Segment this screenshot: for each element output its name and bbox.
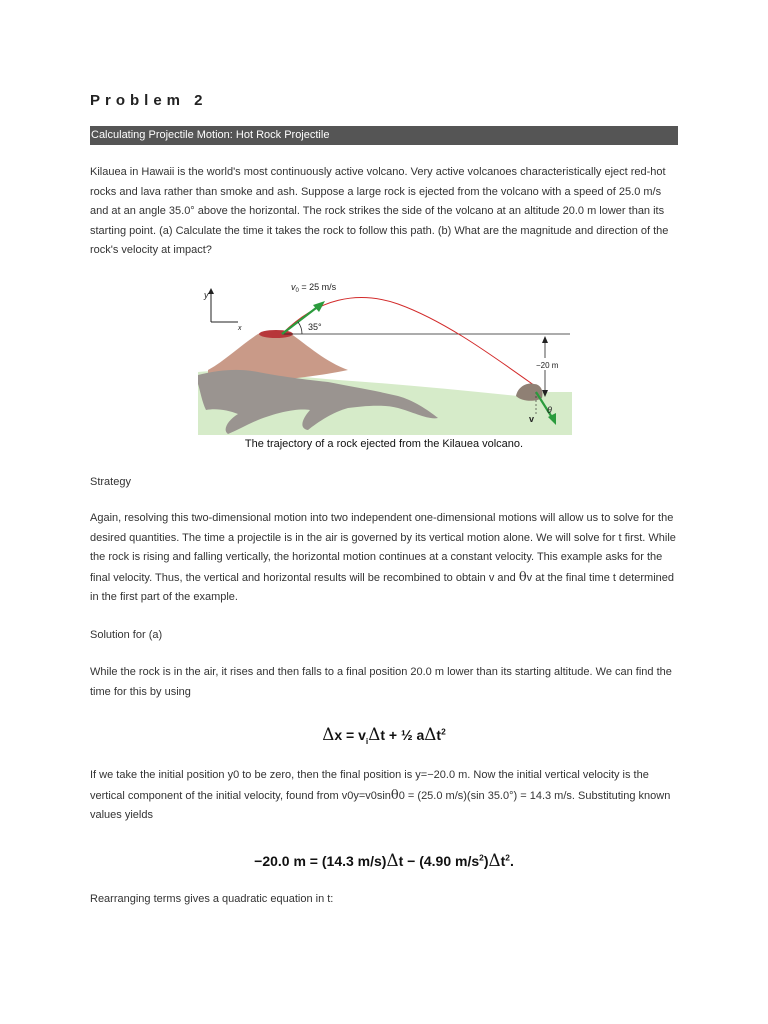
solution-heading: Solution for (a) [90, 629, 163, 641]
problem-title: Problem 2 [90, 92, 208, 109]
equation-displacement: $\Delta x = v_i\Delta t$ + ½ aΔt$^2$ [322, 724, 446, 746]
trajectory-figure [198, 280, 572, 435]
rearranging-paragraph: Rearranging terms gives a quadratic equation in t: [90, 893, 334, 905]
v-label: v [529, 414, 535, 424]
rock [516, 384, 543, 401]
section-header-bar: Calculating Projectile Motion: Hot Rock Projectile [90, 126, 678, 145]
theta-symbol: θ [518, 569, 527, 585]
intro-paragraph: Kilauea in Hawaii is the world's most continuously active volcano. Very active volcanoes characteristically eject red-hot rocks and lava rather than smoke and ash. Suppose a large rock is ejected from the volcano with a speed of 25.0 m/s and at an angle 35.0° above the horizontal. The rock strikes the side of the volcano at an altitude 20.0 m lower than its starting point. (a) Calculate the time it takes the rock to follow this path. (b) What are the magnitude and direction of the rock's velocity at impact? [90, 166, 669, 256]
theta-symbol: θ [390, 787, 399, 803]
figure-caption: The trajectory of a rock ejected from the Kilauea volcano. [244, 438, 524, 450]
axis-x-label: x [238, 325, 242, 332]
height-label: −20 m [536, 361, 559, 370]
angle-label: 35° [308, 322, 322, 332]
vertical-velocity-paragraph: If we take the initial position y0 to be zero, then the final position is y=−20.0 m. Now the initial vertical velocity is the vertical component of the initial velocity, found from v0y=v0sinθ0 = (25.0 m/s)(sin 35.0°) = 14.3 m/s. Substituting known values yields [90, 769, 671, 821]
theta-label: θ [547, 405, 552, 415]
v0-label: $v_0 = 25$ m/s [291, 282, 337, 294]
strategy-paragraph: Again, resolving this two-dimensional motion into two independent one-dimensional motions will allow us to solve for the desired quantities. The time a projectile is in the air is governed by its vertical motion alone. We will solve for t first. While the rock is rising and falling vertically, the horizontal motion continues at a constant velocity. This example asks for the final velocity. Thus, the vertical and horizontal results will be recombined to obtain v and θv at the final time t determined in the first part of the example. [90, 512, 676, 603]
equation-substituted: −20.0 m = (14.3 m/s)Δt − (4.90 $m/s^2)\Delta t^2$. [254, 850, 514, 870]
solution-paragraph: While the rock is in the air, it rises and then falls to a final position 20.0 m lower than its starting altitude. We can find the time for this by using [90, 666, 672, 698]
strategy-heading: Strategy [90, 476, 131, 488]
axis-y-label: y [204, 290, 209, 300]
